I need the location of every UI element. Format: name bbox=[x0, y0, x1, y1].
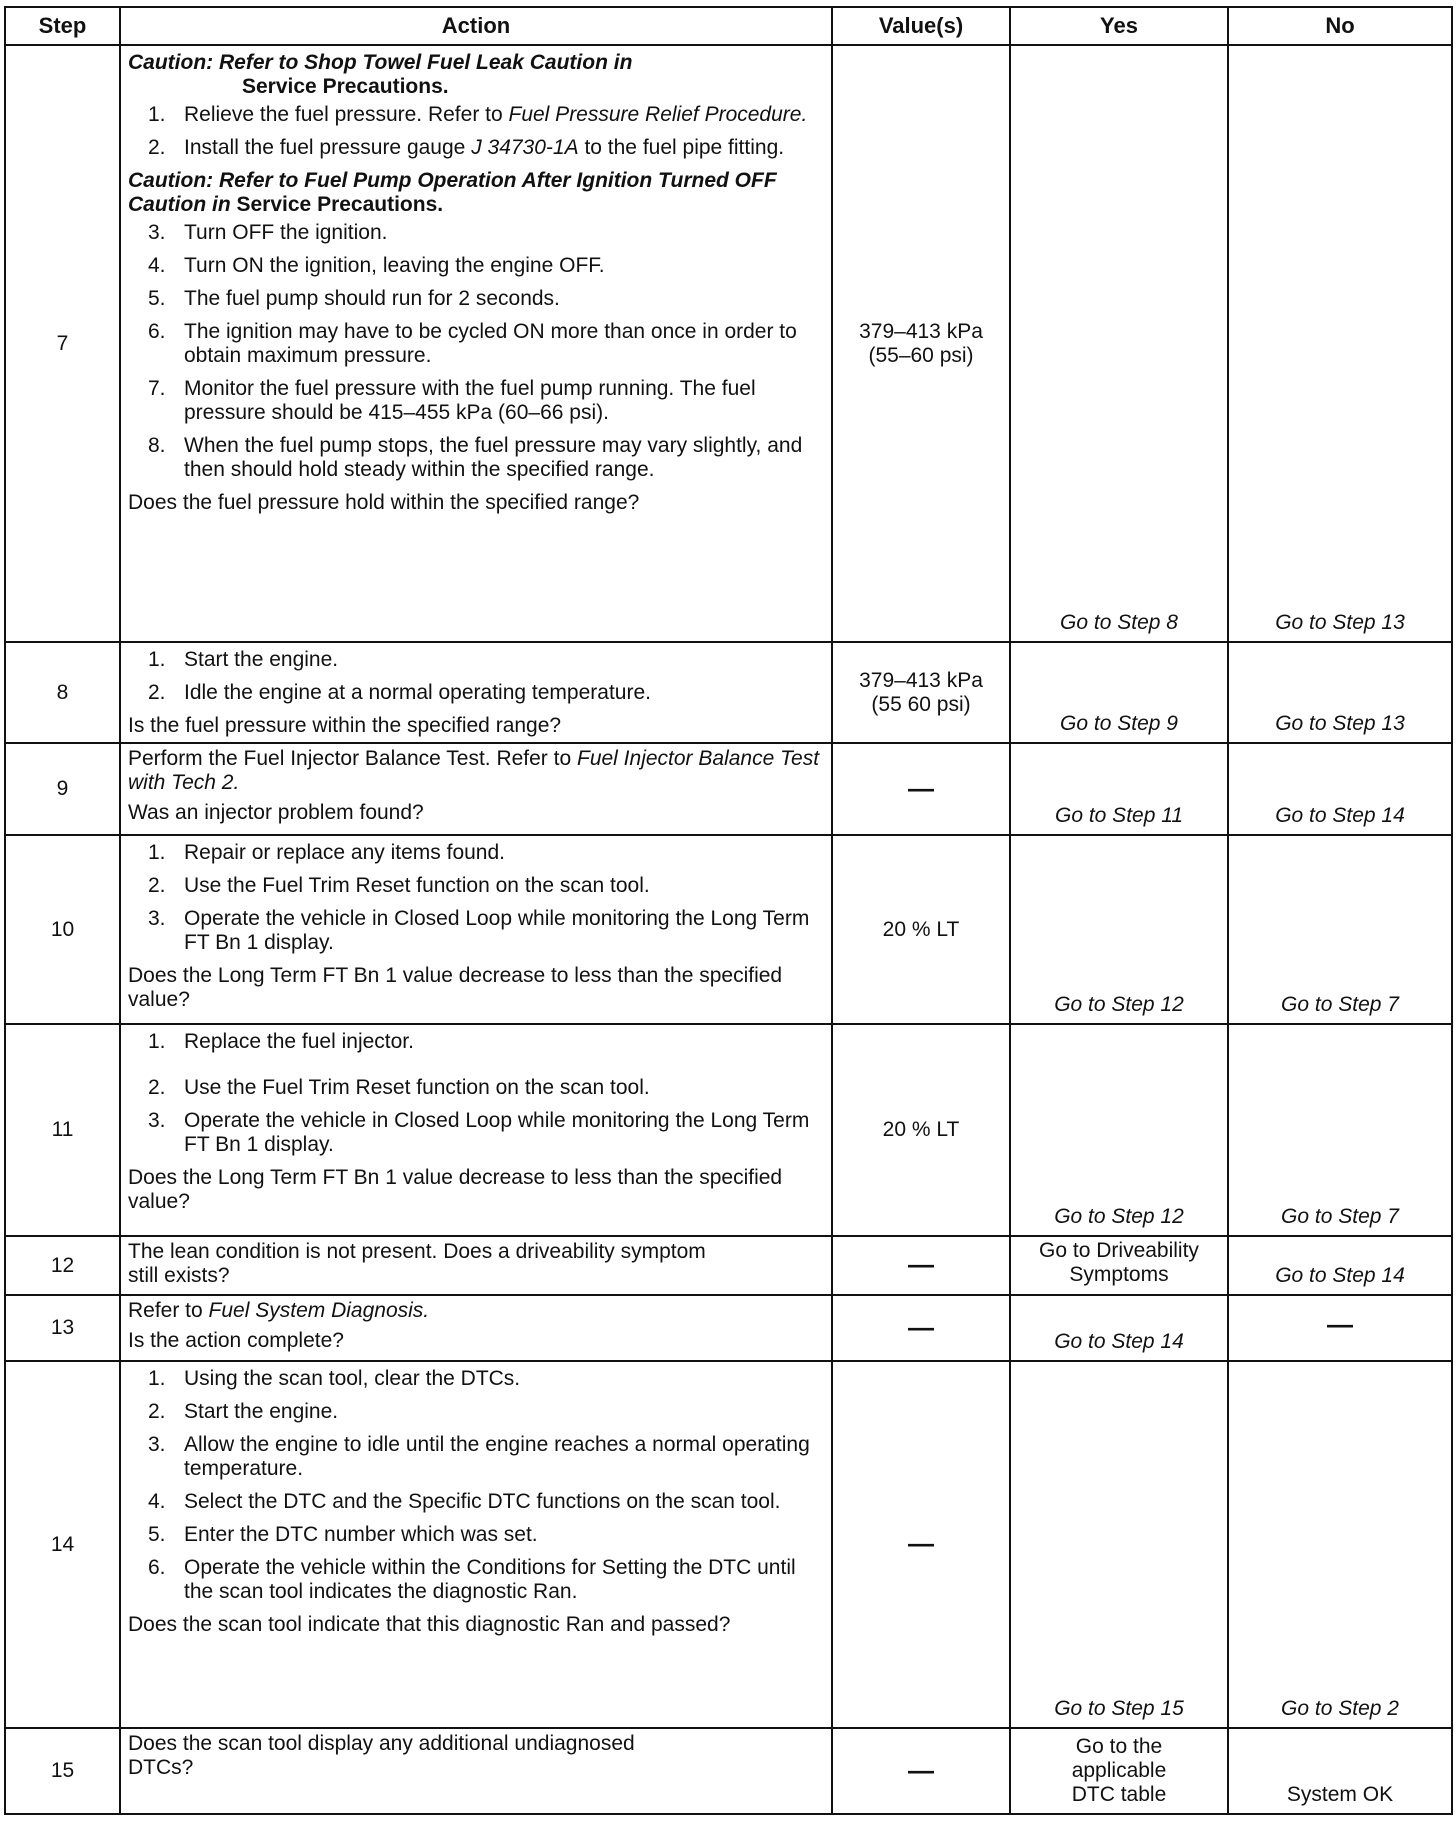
list-item: 1. Start the engine. bbox=[148, 648, 339, 671]
procedure-list bbox=[128, 1030, 825, 1157]
header-no: No bbox=[1228, 7, 1452, 45]
step-value: 20 % LT bbox=[832, 835, 1010, 1024]
step-number: 12 bbox=[5, 1236, 120, 1295]
list-item: 3. Turn OFF the ignition. bbox=[148, 221, 388, 244]
step-question: Is the action complete? bbox=[128, 1329, 344, 1352]
yes-link[interactable]: Go to Step 8 bbox=[1010, 45, 1228, 642]
step-action bbox=[120, 1361, 832, 1728]
list-item: 4. Select the DTC and the Specific DTC functions on the scan tool. bbox=[148, 1490, 781, 1513]
step-action bbox=[120, 45, 832, 642]
step-action bbox=[120, 1728, 832, 1814]
no-link[interactable]: Go to Step 13 bbox=[1228, 45, 1452, 642]
caution-text: Caution: Refer to Shop Towel Fuel Leak Caution in bbox=[128, 51, 633, 74]
step-number: 11 bbox=[5, 1024, 120, 1236]
no-link[interactable]: Go to Step 2 bbox=[1228, 1361, 1452, 1728]
procedure-list bbox=[128, 1367, 825, 1604]
list-item: 3. Operate the vehicle in Closed Loop while monitoring the Long Term FT Bn 1 display. bbox=[148, 1109, 810, 1156]
header-values: Value(s) bbox=[832, 7, 1010, 45]
step-action bbox=[120, 1295, 832, 1361]
no-link[interactable]: Go to Step 7 bbox=[1228, 1024, 1452, 1236]
list-item: 3. Allow the engine to idle until the engine reaches a normal operating temperature. bbox=[148, 1433, 810, 1480]
procedure-list bbox=[128, 648, 825, 705]
step-row-11 bbox=[5, 1024, 1452, 1236]
step-number: 10 bbox=[5, 835, 120, 1024]
yes-link[interactable]: Go to Step 9 bbox=[1010, 642, 1228, 743]
step-value: 379–413 kPa (55–60 psi) bbox=[832, 45, 1010, 642]
step-question: Does the scan tool indicate that this diagnostic Ran and passed? bbox=[128, 1613, 731, 1636]
step-row-10 bbox=[5, 835, 1452, 1024]
yes-link[interactable]: Go to Step 14 bbox=[1010, 1295, 1228, 1361]
step-number: 15 bbox=[5, 1728, 120, 1814]
no-link[interactable]: Go to Step 14 bbox=[1228, 1236, 1452, 1295]
procedure-link[interactable]: Fuel Injector Balance Test with Tech 2. bbox=[128, 747, 820, 794]
caution-text: Caution: Refer to Fuel Pump Operation After Ignition Turned OFF Caution in bbox=[128, 169, 777, 216]
step-row-14 bbox=[5, 1361, 1452, 1728]
step-action bbox=[120, 835, 832, 1024]
list-item: 5. Enter the DTC number which was set. bbox=[148, 1523, 538, 1546]
list-item: 4. Turn ON the ignition, leaving the engine OFF. bbox=[148, 254, 605, 277]
header-row bbox=[5, 7, 1452, 45]
procedure-list bbox=[128, 841, 825, 955]
caution-reference: Service Precautions. bbox=[236, 193, 444, 216]
yes-link[interactable]: Go to Step 12 bbox=[1010, 835, 1228, 1024]
list-item: 2. Idle the engine at a normal operating temperature. bbox=[148, 681, 651, 704]
step-action bbox=[120, 743, 832, 835]
list-item: 1. Using the scan tool, clear the DTCs. bbox=[148, 1367, 521, 1390]
list-item: 7. Monitor the fuel pressure with the fuel pump running. The fuel pressure should be 415–455 kPa (60–66 psi). bbox=[148, 377, 756, 424]
yes-link[interactable]: Go to the applicable DTC table bbox=[1010, 1728, 1228, 1814]
list-item: 6. The ignition may have to be cycled ON more than once in order to obtain maximum pressure. bbox=[148, 320, 797, 367]
no-link[interactable]: Go to Step 7 bbox=[1228, 835, 1452, 1024]
list-item: 2. Install the fuel pressure gauge J 34730-1A to the fuel pipe fitting. bbox=[148, 136, 785, 159]
step-instruction: Perform the Fuel Injector Balance Test. Refer to Fuel Injector Balance Test with Tech 2. bbox=[128, 747, 820, 794]
step-number: 7 bbox=[5, 45, 120, 642]
caution-reference: Service Precautions. bbox=[242, 75, 449, 98]
step-question: Was an injector problem found? bbox=[128, 801, 424, 824]
diagnostic-table bbox=[4, 6, 1453, 1815]
step-number: 14 bbox=[5, 1361, 120, 1728]
step-action bbox=[120, 642, 832, 743]
step-row-13 bbox=[5, 1295, 1452, 1361]
step-action bbox=[120, 1236, 832, 1295]
list-item: 3. Operate the vehicle in Closed Loop while monitoring the Long Term FT Bn 1 display. bbox=[148, 907, 810, 954]
no-link[interactable]: Go to Step 14 bbox=[1228, 743, 1452, 835]
yes-link[interactable]: Go to Step 11 bbox=[1010, 743, 1228, 835]
step-row-7 bbox=[5, 45, 1452, 642]
list-item: 1. Repair or replace any items found. bbox=[148, 841, 505, 864]
procedure-link[interactable]: Fuel System Diagnosis. bbox=[208, 1299, 430, 1322]
step-question: Is the fuel pressure within the specified range? bbox=[128, 714, 562, 737]
step-value: — bbox=[832, 743, 1010, 835]
list-item: 1. Relieve the fuel pressure. Refer to Fuel Pressure Relief Procedure. bbox=[148, 103, 808, 126]
step-value: — bbox=[832, 1236, 1010, 1295]
diagnostic-table-page bbox=[4, 6, 1451, 1815]
step-number: 9 bbox=[5, 743, 120, 835]
step-question: The lean condition is not present. Does a driveability symptom still exists? bbox=[128, 1240, 706, 1287]
step-number: 8 bbox=[5, 642, 120, 743]
yes-link[interactable]: Go to Driveability Symptoms bbox=[1010, 1236, 1228, 1295]
no-value: — bbox=[1228, 1295, 1452, 1361]
procedure-list bbox=[128, 103, 825, 160]
no-result: System OK bbox=[1228, 1728, 1452, 1814]
step-question: Does the Long Term FT Bn 1 value decrease to less than the specified value? bbox=[128, 964, 783, 1011]
header-action: Action bbox=[120, 7, 832, 45]
step-question: Does the scan tool display any additional undiagnosed DTCs? bbox=[128, 1732, 635, 1779]
no-link[interactable]: Go to Step 13 bbox=[1228, 642, 1452, 743]
procedure-link[interactable]: Fuel Pressure Relief Procedure. bbox=[508, 103, 808, 126]
step-question: Does the fuel pressure hold within the specified range? bbox=[128, 491, 640, 514]
header-step: Step bbox=[5, 7, 120, 45]
procedure-list bbox=[128, 221, 825, 482]
list-item: 2. Use the Fuel Trim Reset function on the scan tool. bbox=[148, 874, 650, 897]
list-item: 5. The fuel pump should run for 2 seconds. bbox=[148, 287, 560, 310]
header-yes: Yes bbox=[1010, 7, 1228, 45]
list-item: 2. Start the engine. bbox=[148, 1400, 339, 1423]
list-item: 2. Use the Fuel Trim Reset function on the scan tool. bbox=[148, 1076, 650, 1099]
step-row-8 bbox=[5, 642, 1452, 743]
caution-note bbox=[128, 169, 825, 217]
step-question: Does the Long Term FT Bn 1 value decrease to less than the specified value? bbox=[128, 1166, 783, 1213]
step-value: 20 % LT bbox=[832, 1024, 1010, 1236]
yes-link[interactable]: Go to Step 12 bbox=[1010, 1024, 1228, 1236]
list-item: 1. Replace the fuel injector. bbox=[148, 1030, 414, 1053]
step-number: 13 bbox=[5, 1295, 120, 1361]
step-row-15 bbox=[5, 1728, 1452, 1814]
list-item: 8. When the fuel pump stops, the fuel pressure may vary slightly, and then should hold steady within the specified range. bbox=[148, 434, 803, 481]
step-value: — bbox=[832, 1295, 1010, 1361]
step-value: — bbox=[832, 1728, 1010, 1814]
step-row-12 bbox=[5, 1236, 1452, 1295]
step-value: — bbox=[832, 1361, 1010, 1728]
step-instruction: Refer to Fuel System Diagnosis. bbox=[128, 1299, 430, 1322]
tool-reference: J 34730-1A bbox=[471, 136, 579, 159]
step-action bbox=[120, 1024, 832, 1236]
yes-link[interactable]: Go to Step 15 bbox=[1010, 1361, 1228, 1728]
list-item: 6. Operate the vehicle within the Conditions for Setting the DTC until the scan tool indicates the diagnostic Ran. bbox=[148, 1556, 796, 1603]
step-row-9 bbox=[5, 743, 1452, 835]
caution-note bbox=[128, 51, 825, 99]
step-value: 379–413 kPa (55 60 psi) bbox=[832, 642, 1010, 743]
